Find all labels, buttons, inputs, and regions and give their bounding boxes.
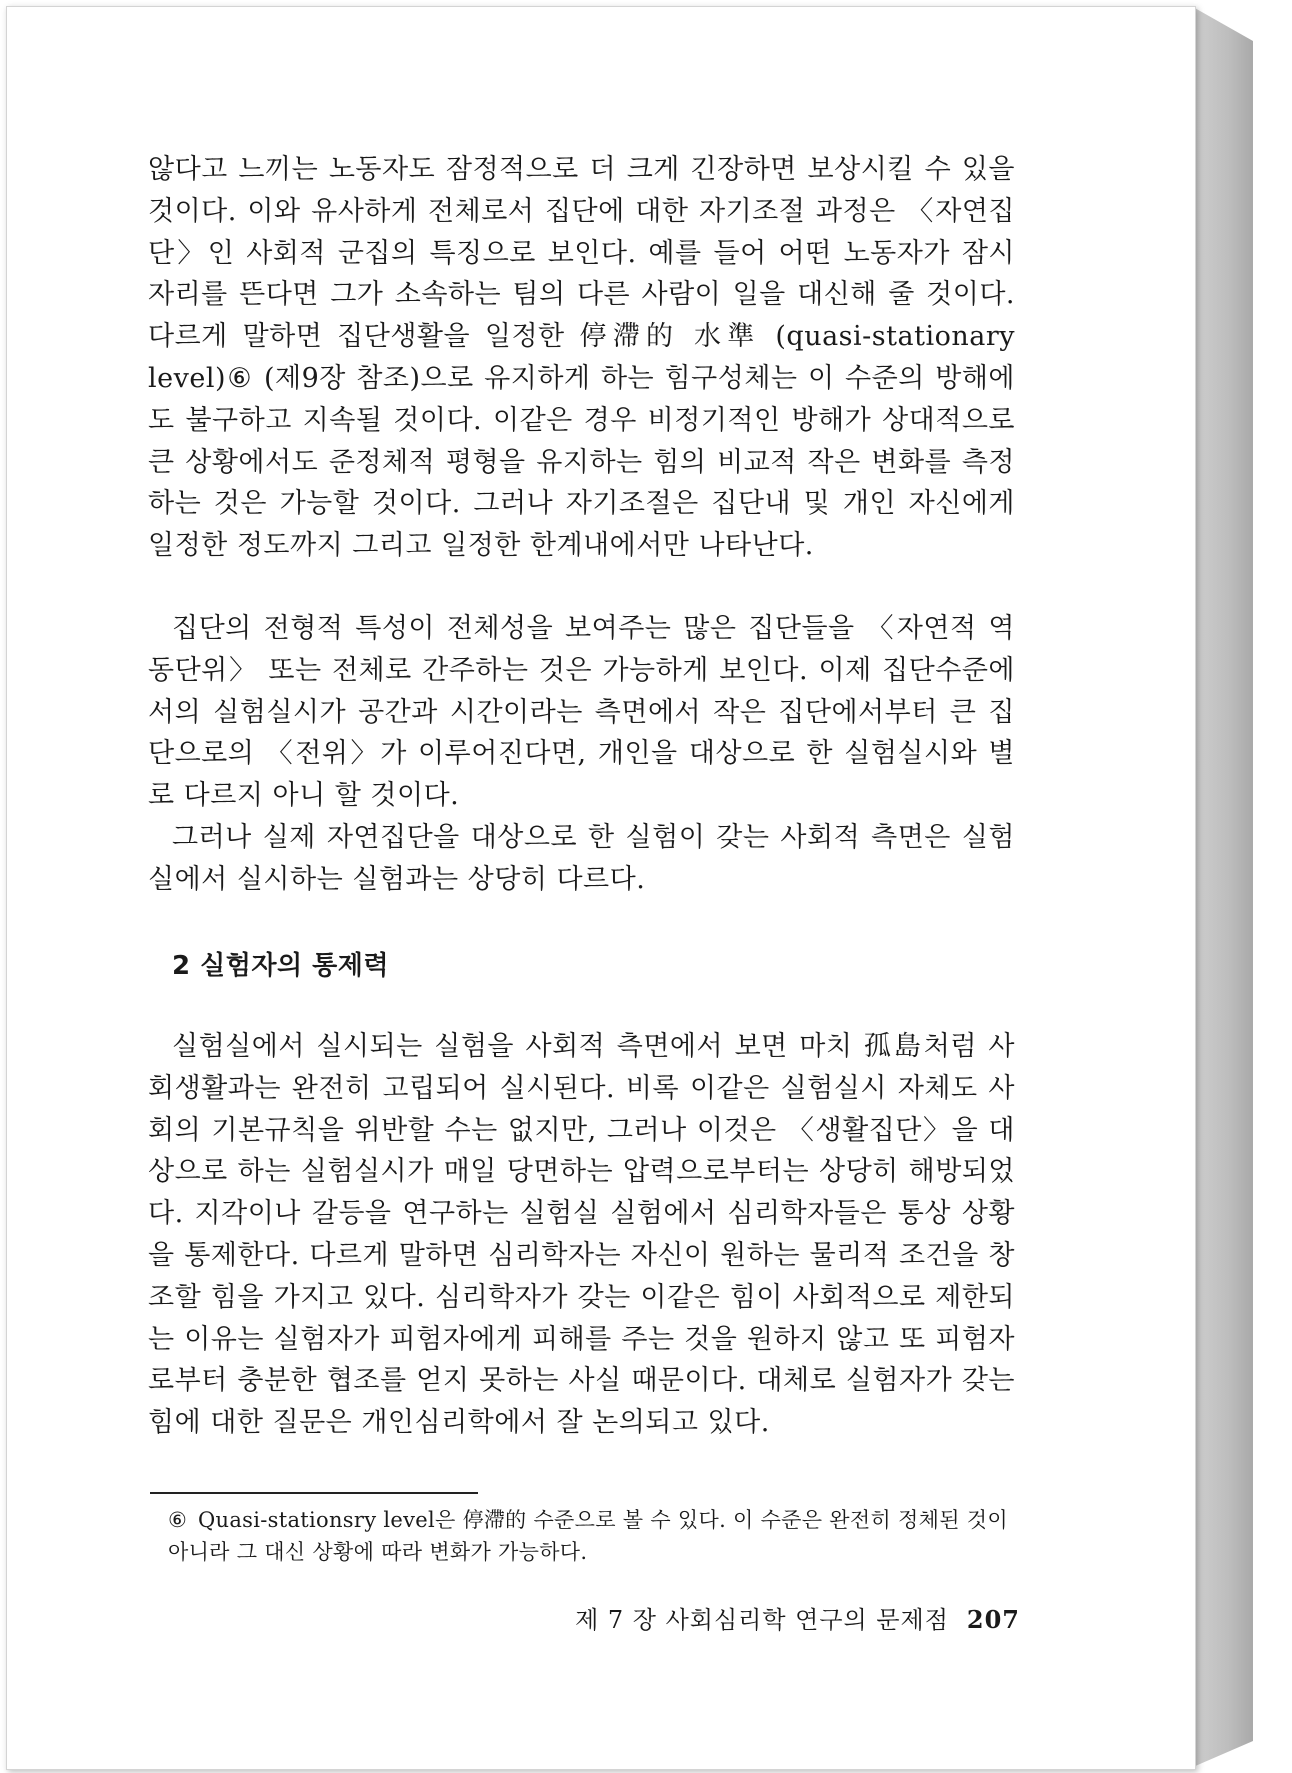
footnote-marker: ⑥ (168, 1508, 188, 1532)
page-number: 207 (966, 1605, 1020, 1634)
body-paragraph-1 (148, 149, 1015, 567)
paragraph-2-text: 집단의 전형적 특성이 전체성을 보여주는 많은 집단들을 〈자연적 역동단위〉 또는 전체로 간주하는 것은 가능하게 보인다. 이제 집단수준에서의 실험실시가 공간과 시간이라는 측면에서 작은 집단에서부터 큰 집단으로의 〈전위〉가 이루어진다면, 개인을 대상으로 한 실험실시와 별로 다르지 아니 할 것이다. (148, 613, 1015, 812)
section-heading: 2 실험자의 통제력 (172, 951, 390, 981)
running-footer (530, 1600, 1020, 1635)
footnote-divider (150, 1492, 478, 1494)
body-paragraph-2 (148, 608, 1015, 817)
chapter-title: 제 7 장 사회심리학 연구의 문제점 (575, 1606, 949, 1634)
paragraph-4-text: 실험실에서 실시되는 실험을 사회적 측면에서 보면 마치 孤島처럼 사회생활과는 완전히 고립되어 실시된다. 비록 이같은 실험실시 자체도 사회의 기본규칙을 위반할 수는 없지만, 그러나 이것은 〈생활집단〉을 대상으로 하는 실험실시가 매일 당면하는 압력으로부터는 상당히 해방되었다. 지각이나 갈등을 연구하는 실험실 실험에서 심리학자들은 통상 상황을 통제한다. 다르게 말하면 심리학자는 자신이 원하는 물리적 조건을 창조할 힘을 가지고 있다. 심리학자가 갖는 이같은 힘이 사회적으로 제한되는 이유는 실험자가 피험자에게 피해를 주는 것을 원하지 않고 또 피험자로부터 충분한 협조를 얻지 못하는 사실 때문이다. 대체로 실험자가 갖는 힘에 대한 질문은 개인심리학에서 잘 논의되고 있다. (148, 1031, 1015, 1439)
footnote (168, 1504, 1020, 1568)
footnote-text: Quasi-stationsry level은 停滯的 수준으로 볼 수 있다. 이 수준은 완전히 정체된 것이 아니라 그 대신 상황에 따라 변화가 가능하다. (168, 1508, 1008, 1564)
body-paragraph-3 (148, 817, 1015, 901)
paragraph-1-text: 않다고 느끼는 노동자도 잠정적으로 더 크게 긴장하면 보상시킬 수 있을 것이다. 이와 유사하게 전체로서 집단에 대한 자기조절 과정은 〈자연집단〉인 사회적 군집의 특징으로 보인다. 예를 들어 어떤 노동자가 잠시 자리를 뜬다면 그가 소속하는 팀의 다른 사람이 일을 대신해 줄 것이다. 다르게 말하면 집단생활을 일정한 停滯的 水準 (quasi-stationary level)⑥ (제9장 참조)으로 유지하게 하는 힘구성체는 이 수준의 방해에도 불구하고 지속될 것이다. 이같은 경우 비정기적인 방해가 상대적으로 큰 상황에서도 준정체적 평형을 유지하는 힘의 비교적 작은 변화를 측정하는 것은 가능할 것이다. 그러나 자기조절은 집단내 및 개인 자신에게 일정한 정도까지 그리고 일정한 한계내에서만 나타난다. (148, 154, 1015, 562)
paragraph-3-text: 그러나 실제 자연집단을 대상으로 한 실험이 갖는 사회적 측면은 실험실에서 실시하는 실험과는 상당히 다르다. (148, 822, 1015, 895)
body-paragraph-4 (148, 1026, 1015, 1444)
page-edge-shadow (1193, 7, 1253, 1767)
